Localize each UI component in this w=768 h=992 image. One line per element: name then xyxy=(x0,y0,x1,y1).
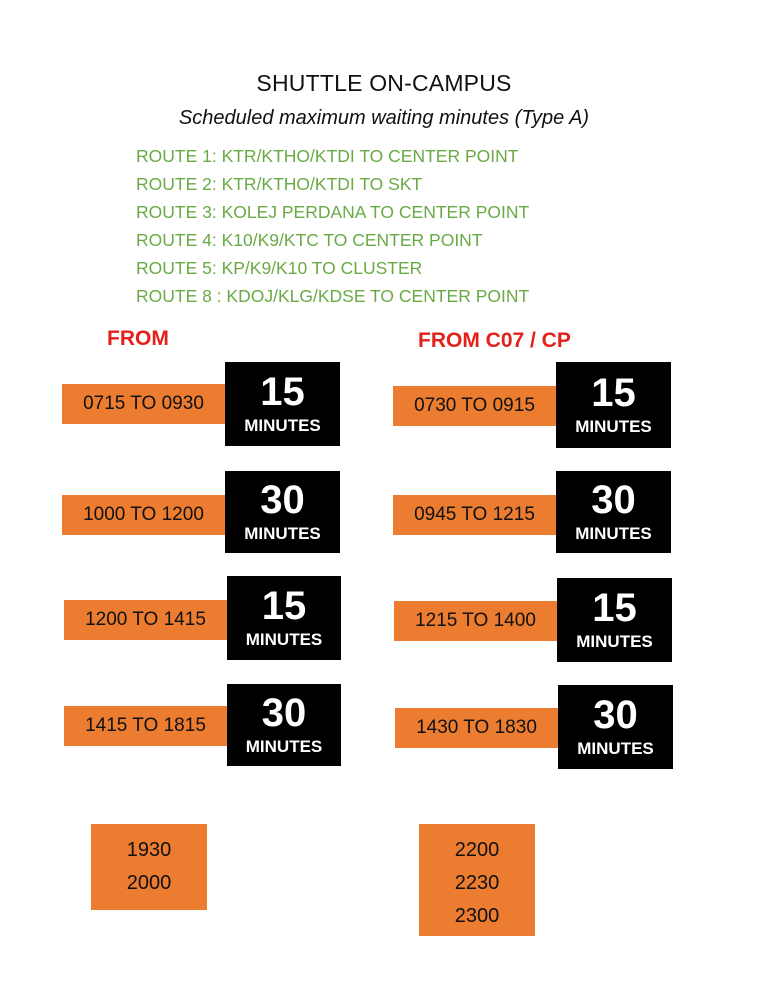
route-item: ROUTE 5: KP/K9/K10 TO CLUSTER xyxy=(136,258,423,278)
route-item: ROUTE 3: KOLEJ PERDANA TO CENTER POINT xyxy=(136,202,530,222)
wait-minutes-unit: MINUTES xyxy=(245,630,323,649)
wait-minutes-value: 30 xyxy=(593,693,638,737)
late-time: 2300 xyxy=(454,905,500,927)
wait-minutes-value: 15 xyxy=(261,584,307,628)
left-time-range-1: 0715 TO 0930 xyxy=(62,384,225,424)
right-wait-box-2 xyxy=(556,471,671,553)
left-wait-box-1 xyxy=(225,362,340,446)
late-time: 2000 xyxy=(126,872,172,894)
wait-minutes-unit: MINUTES xyxy=(576,632,653,651)
wait-minutes-unit: MINUTES xyxy=(244,524,321,543)
wait-minutes-value: 30 xyxy=(261,691,307,735)
wait-minutes-unit: MINUTES xyxy=(575,524,652,543)
wait-minutes-unit: MINUTES xyxy=(244,416,321,435)
route-list xyxy=(136,145,529,313)
right-time-range-2: 0945 TO 1215 xyxy=(393,495,556,535)
right-time-range-1: 0730 TO 0915 xyxy=(393,386,556,426)
wait-minutes-value: 30 xyxy=(591,478,636,522)
late-time: 1930 xyxy=(126,839,172,861)
right-wait-box-1 xyxy=(556,362,671,448)
wait-minutes-value: 15 xyxy=(592,586,637,630)
late-time: 2230 xyxy=(454,872,500,894)
wait-minutes-unit: MINUTES xyxy=(577,739,654,758)
left-wait-box-2 xyxy=(225,471,340,553)
right-late-times xyxy=(419,824,535,936)
right-time-range-4: 1430 TO 1830 xyxy=(395,708,558,748)
route-item: ROUTE 8 : KDOJ/KLG/KDSE TO CENTER POINT xyxy=(136,286,530,306)
right-wait-box-4 xyxy=(558,685,673,769)
left-wait-box-3 xyxy=(227,576,341,660)
route-item: ROUTE 2: KTR/KTHO/KTDI TO SKT xyxy=(136,174,423,194)
left-time-range-3: 1200 TO 1415 xyxy=(64,600,227,640)
page-title: SHUTTLE ON-CAMPUS xyxy=(256,70,512,96)
wait-minutes-value: 15 xyxy=(591,371,636,415)
route-item: ROUTE 1: KTR/KTHO/KTDI TO CENTER POINT xyxy=(136,146,519,166)
left-time-range-2: 1000 TO 1200 xyxy=(62,495,225,535)
wait-minutes-unit: MINUTES xyxy=(575,417,652,436)
wait-minutes-value: 15 xyxy=(260,370,305,414)
right-column-heading: FROM C07 / CP xyxy=(418,329,571,352)
wait-minutes-unit: MINUTES xyxy=(245,737,323,756)
wait-minutes-value: 30 xyxy=(260,478,305,522)
page-subtitle: Scheduled maximum waiting minutes (Type A) xyxy=(178,107,590,129)
left-time-range-4: 1415 TO 1815 xyxy=(64,706,227,746)
late-time: 2200 xyxy=(454,839,500,861)
left-wait-box-4 xyxy=(227,684,341,766)
left-column-heading: FROM xyxy=(107,327,169,350)
right-time-range-3: 1215 TO 1400 xyxy=(394,601,557,641)
left-late-times xyxy=(91,824,207,910)
right-wait-box-3 xyxy=(557,578,672,662)
route-item: ROUTE 4: K10/K9/KTC TO CENTER POINT xyxy=(136,230,483,250)
